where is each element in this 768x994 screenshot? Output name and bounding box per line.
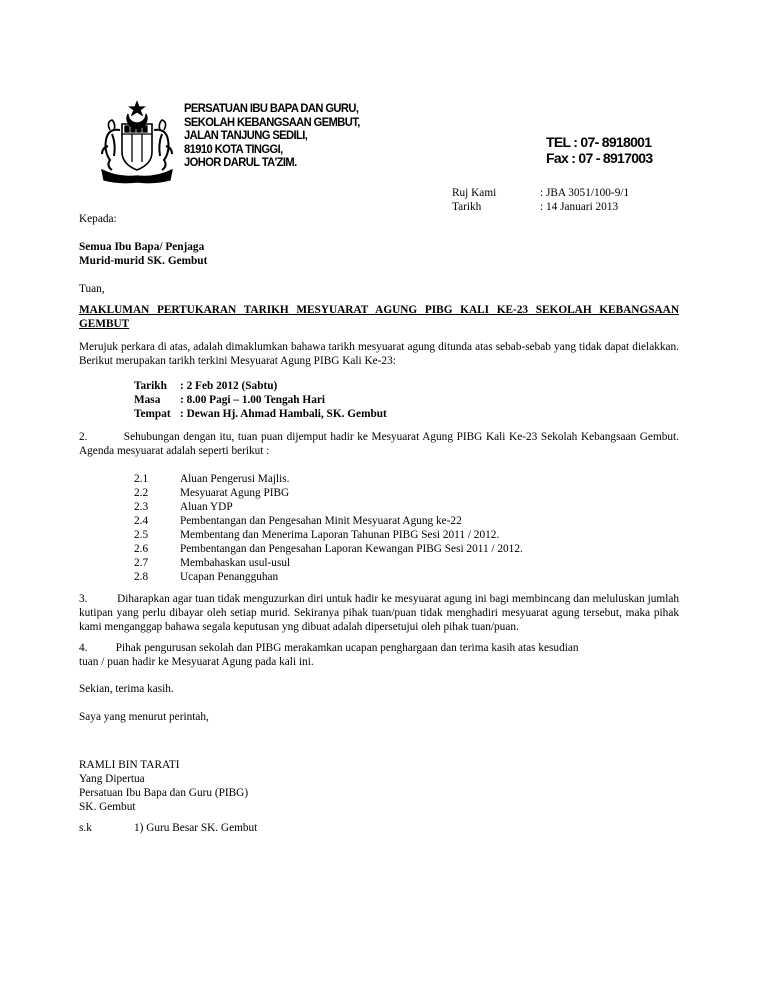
meeting-date-value: : 2 Feb 2012 (Sabtu) xyxy=(180,380,278,392)
agenda-number: 2.5 xyxy=(134,529,149,541)
cc-label: s.k xyxy=(79,822,92,834)
org-line-4: 81910 KOTA TINGGI, xyxy=(184,143,283,156)
meeting-venue-label: Tempat xyxy=(134,408,171,420)
contact-numbers xyxy=(546,134,652,166)
agenda-number: 2.8 xyxy=(134,571,149,583)
signature-block xyxy=(79,758,248,814)
paragraph-4-line-1: 4. Pihak pengurusan sekolah dan PIBG merakamkan ucapan penghargaan dan terima kasih atas kesudian xyxy=(79,642,579,654)
agenda-item xyxy=(134,542,523,556)
signatory-organization: Persatuan Ibu Bapa dan Guru (PIBG) xyxy=(79,787,249,799)
cc-item: 1) Guru Besar SK. Gembut xyxy=(134,822,258,834)
agenda-number: 2.4 xyxy=(134,515,149,527)
signatory-title: Yang Dipertua xyxy=(79,773,145,785)
agenda-number: 2.2 xyxy=(134,487,149,499)
fax-number: Fax : 07 - 8917003 xyxy=(546,150,653,166)
ruj-value: : JBA 3051/100-9/1 xyxy=(540,187,630,199)
agenda-text: Aluan YDP xyxy=(180,501,233,513)
kepada-label: Kepada: xyxy=(79,213,117,225)
agenda-list xyxy=(134,472,523,584)
meeting-time-label: Masa xyxy=(134,394,161,406)
letter-subject: MAKLUMAN PERTUKARAN TARIKH MESYUARAT AGUNG PIBG KALI KE-23 SEKOLAH KEBANGSAAN GEMBUT xyxy=(79,304,679,330)
coat-of-arms-logo xyxy=(98,100,176,184)
closing-phrase: Saya yang menurut perintah, xyxy=(79,711,209,723)
agenda-text: Pembentangan dan Pengesahan Minit Mesyuarat Agung ke-22 xyxy=(180,515,462,527)
agenda-number: 2.1 xyxy=(134,473,149,485)
org-line-5: JOHOR DARUL TA'ZIM. xyxy=(184,157,297,169)
agenda-number: 2.6 xyxy=(134,543,149,555)
agenda-number: 2.7 xyxy=(134,557,149,569)
paragraph-4-line-2: tuan / puan hadir ke Mesyuarat Agung pada kali ini. xyxy=(79,656,314,668)
agenda-text: Membentang dan Menerima Laporan Tahunan PIBG Sesi 2011 / 2012. xyxy=(180,529,500,541)
paragraph-1: Merujuk perkara di atas, adalah dimaklumkan bahawa tarikh mesyuarat agung ditunda atas sebab-sebab yang tidak dapat dielakkan. Berikut merupakan tarikh terkini Mesyuarat Agung PIBG Kali Ke-23: xyxy=(79,341,679,367)
agenda-item xyxy=(134,556,523,570)
agenda-item xyxy=(134,528,523,542)
agenda-text: Ucapan Penangguhan xyxy=(180,571,279,583)
org-line-1: PERSATUAN IBU BAPA DAN GURU, xyxy=(184,103,359,115)
salutation: Tuan, xyxy=(79,283,105,295)
paragraph-3: 3. Diharapkan agar tuan tidak menguzurkan diri untuk hadir ke mesyuarat agung ini bagi membincang dan meluluskan jumlah kutipan yang perlu dibayar oleh setiap murid. Sekiranya pihak tuan/puan tidak menghadiri mesyuarat agung tersebut, maka pihak kami menganggap bahawa segala keputusan yng dibuat adalah dipersetujui oleh pihak tuan/puan. xyxy=(79,593,682,633)
org-line-3: JALAN TANJUNG SEDILI, xyxy=(184,130,308,142)
meeting-date-label: Tarikh xyxy=(134,380,167,392)
agenda-text: Aluan Pengerusi Majlis. xyxy=(180,473,290,485)
telephone-number: TEL : 07- 8918001 xyxy=(546,134,652,150)
ruj-label: Ruj Kami xyxy=(452,187,497,199)
carbon-copy xyxy=(79,821,257,835)
agenda-text: Pembentangan dan Pengesahan Laporan Kewangan PIBG Sesi 2011 / 2012. xyxy=(180,543,523,555)
agenda-text: Mesyuarat Agung PIBG xyxy=(180,487,290,499)
organization-header xyxy=(184,103,360,171)
signatory-school: SK. Gembut xyxy=(79,801,136,813)
meeting-time-value: : 8.00 Pagi – 1.00 Tengah Hari xyxy=(180,394,325,406)
agenda-item xyxy=(134,500,523,514)
reference-block xyxy=(452,186,629,214)
date-value: : 14 Januari 2013 xyxy=(540,201,619,213)
paragraph-2: 2. Sehubungan dengan itu, tuan puan dijemput hadir ke Mesyuarat Agung PIBG Kali Ke-23 Sekolah Kebangsaan Gembut. Agenda mesyuarat adalah seperti berikut : xyxy=(79,431,682,457)
agenda-number: 2.3 xyxy=(134,501,149,513)
meeting-details xyxy=(134,379,387,421)
org-line-2: SEKOLAH KEBANGSAAN GEMBUT, xyxy=(184,116,360,129)
agenda-item xyxy=(134,472,523,486)
meeting-venue-value: : Dewan Hj. Ahmad Hambali, SK. Gembut xyxy=(180,408,387,420)
closing-thanks: Sekian, terima kasih. xyxy=(79,683,174,695)
agenda-item xyxy=(134,514,523,528)
agenda-item xyxy=(134,570,523,584)
recipient-line-2: Murid-murid SK. Gembut xyxy=(79,255,208,267)
date-label: Tarikh xyxy=(452,201,482,213)
recipient-line-1: Semua Ibu Bapa/ Penjaga xyxy=(79,241,205,253)
agenda-item xyxy=(134,486,523,500)
agenda-text: Membahaskan usul-usul xyxy=(180,557,291,569)
signatory-name: RAMLI BIN TARATI xyxy=(79,759,180,771)
